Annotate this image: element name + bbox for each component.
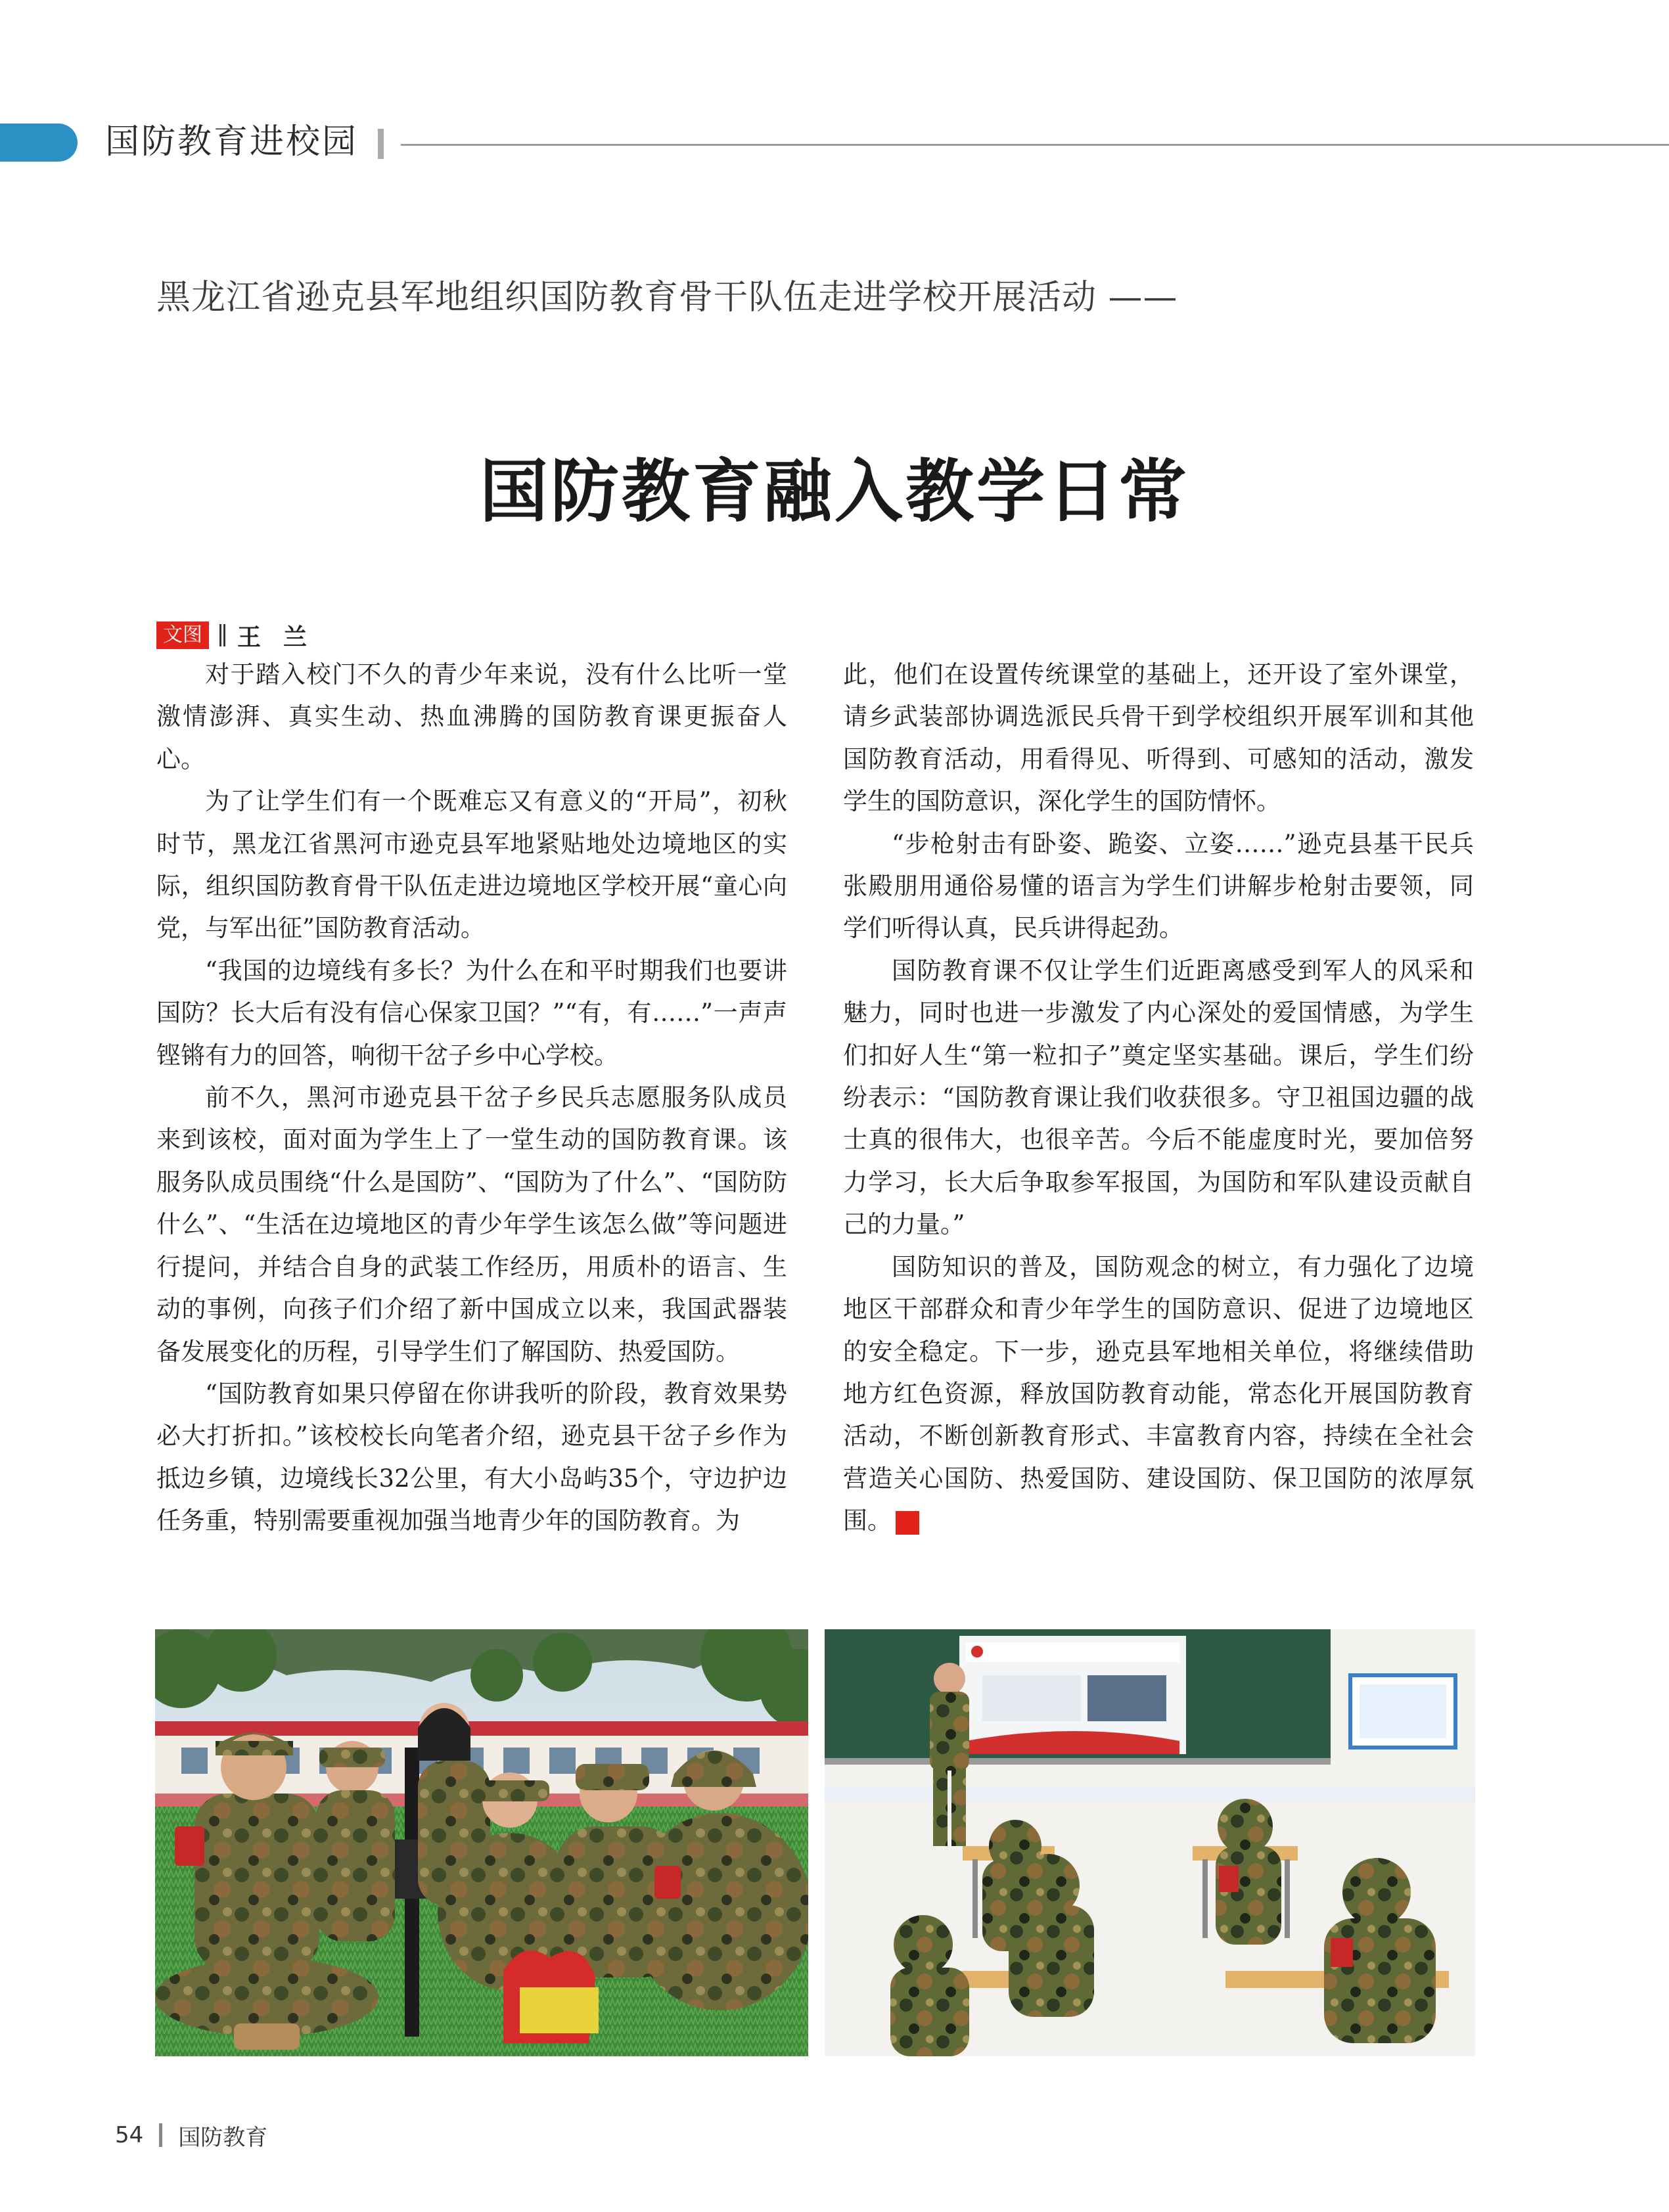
section-divider-bar (378, 129, 384, 159)
article-subtitle: 黑龙江省逊克县军地组织国防教育骨干队伍走进学校开展活动 —— (156, 278, 1178, 317)
paragraph: 为了让学生们有一个既难忘又有意义的“开局”，初秋时节，黑龙江省黑河市逊克县军地紧贴地处边境地区的实际，组织国防教育骨干队伍走进边境地区学校开展“童心向党，与军出征”国防教育活动。 (156, 787, 787, 943)
footer-divider (159, 2123, 162, 2147)
sign-board (503, 1951, 599, 2043)
paragraph: “我国的边境线有多长？为什么在和平时期我们也要讲国防？长大后有没有信心保家卫国？”“有，有……”一声声铿锵有力的回答，响彻干岔子乡中心学校。 (156, 956, 787, 1070)
outdoor-training-illustration (155, 1629, 808, 2056)
section-title: 国防教育进校园 (105, 122, 359, 162)
section-tab-marker (0, 124, 78, 162)
page-number: 54 (115, 2122, 144, 2148)
paragraph: “步枪射击有卧姿、跪姿、立姿……”逊克县基干民兵张殿朋用通俗易懂的语言为学生们讲解步枪射击要领，同学们听得认真，民兵讲得起劲。 (843, 829, 1474, 943)
paragraph-final (843, 1246, 1474, 1543)
classroom-illustration (825, 1629, 1475, 2056)
page-footer (115, 2121, 267, 2150)
byline (156, 621, 329, 650)
outdoor-training-photo (155, 1629, 808, 2056)
final-paragraph-text: 国防知识的普及，国防观念的树立，有力强化了边境地区干部群众和青少年学生的国防意识、促进了边境地区的安全稳定。下一步，逊克县军地相关单位，将继续借助地方红色资源，释放国防教育动能，常态化开展国防教育活动，不断创新教育形式、丰富教育内容，持续在全社会营造关心国防、热爱国防、建设国防、保卫国防的浓厚氛围。 (843, 1252, 1474, 1535)
classroom-photo (825, 1629, 1475, 2056)
paragraph: 对于踏入校门不久的青少年来说，没有什么比听一堂激情澎湃、真实生动、热血沸腾的国防教育课更振奋人心。 (156, 660, 787, 773)
end-mark-icon: G (896, 1511, 919, 1535)
byline-separator (219, 624, 225, 646)
paragraph: 国防教育课不仅让学生们近距离感受到军人的风采和魅力，同时也进一步激发了内心深处的爱国情感，为学生们扣好人生“第一粒扣子”奠定坚实基础。课后，学生们纷纷表示：“国防教育课让我们收获很多。守卫祖国边疆的战士真的很伟大，也很辛苦。今后不能虚度时光，要加倍努力学习，长大后争取参军报国，为国防和军队建设贡献自己的力量。” (843, 956, 1474, 1239)
article-title: 国防教育融入教学日常 (479, 451, 1189, 531)
author-name: 王兰 (237, 623, 330, 651)
article-column-left (156, 654, 787, 1543)
paragraph-continued: 此，他们在设置传统课堂的基础上，还开设了室外课堂，请乡武装部协调选派民兵骨干到学校组织开展军训和其他国防教育活动，用看得见、听得到、可感知的活动，激发学生的国防意识，深化学生的国防情怀。 (843, 660, 1474, 816)
article-column-right (843, 654, 1474, 1543)
publication-name: 国防教育 (178, 2124, 268, 2151)
byline-label: 文图 (156, 621, 209, 649)
section-header-rule (401, 144, 1669, 146)
paragraph: 前不久，黑河市逊克县干岔子乡民兵志愿服务队成员来到该校，面对面为学生上了一堂生动的国防教育课。该服务队成员围绕“什么是国防”、“国防为了什么”、“国防防什么”、“生活在边境地区的青少年学生该怎么做”等问题进行提问，并结合自身的武装工作经历，用质朴的语言、生动的事例，向孩子们介绍了新中国成立以来，我国武器装备发展变化的历程，引导学生们了解国防、热爱国防。 (156, 1083, 787, 1366)
paragraph: “国防教育如果只停留在你讲我听的阶段，教育效果势必大打折扣。”该校校长向笔者介绍，逊克县干岔子乡作为抵边乡镇，边境线长32公里，有大小岛屿35个，守边护边任务重，特别需要重视加强当地青少年的国防教育。为 (156, 1379, 787, 1535)
